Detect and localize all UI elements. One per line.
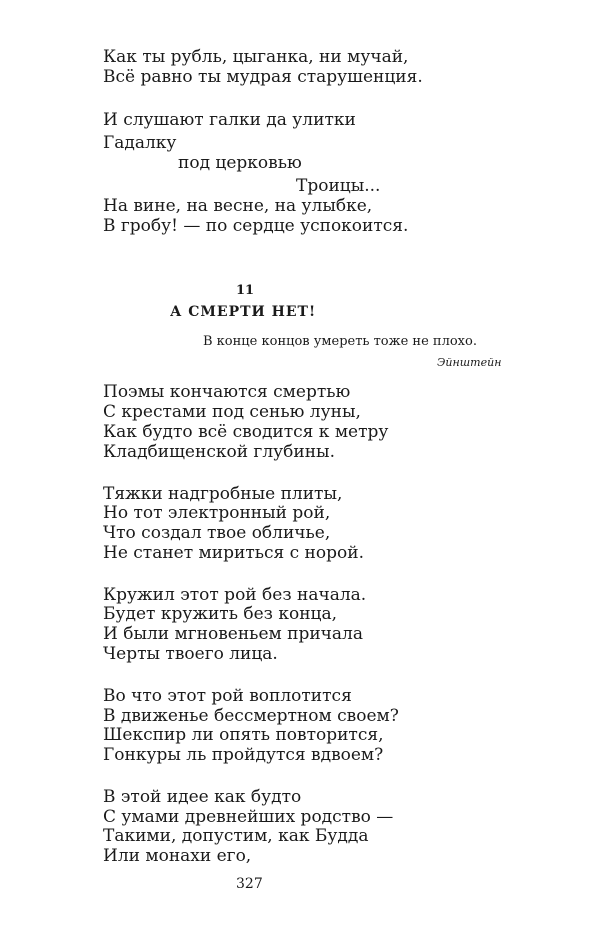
poem-line: Что создал твое обличье, [103, 523, 331, 543]
epigraph-text: В конце концов умереть тоже не плохо. [203, 334, 477, 349]
poem-line: Будет кружить без конца, [103, 604, 338, 624]
poem-line: В движенье бессмертном своем? [103, 706, 399, 726]
poem-line: Всё равно ты мудрая старушенция. [103, 67, 423, 87]
poem-line: Кружил этот рой без начала. [103, 585, 367, 605]
poem-line: Во что этот рой воплотится [103, 686, 352, 706]
poem-line: Как ты рубль, цыганка, ни мучай, [103, 47, 409, 67]
poem-line: С умами древнейших родство — [103, 807, 394, 827]
poem-line: Поэмы кончаются смертью [103, 382, 351, 402]
poem-line: И слушают галки да улитки [103, 110, 356, 130]
poem-line: Как будто всё сводится к метру [103, 422, 389, 442]
poem-line: В гробу! — по сердце успокоится. [103, 216, 409, 236]
epigraph-author: Эйнштейн [437, 356, 502, 369]
poem-line: Шекспир ли опять повторится, [103, 725, 384, 745]
poem-line: Гадалку [103, 133, 177, 153]
poem-line: Гонкуры ль пройдутся вдвоем? [103, 745, 384, 765]
poem-line: Черты твоего лица. [103, 644, 278, 664]
poem-line: Кладбищенской глубины. [103, 442, 335, 462]
poem-line: под церковью [178, 153, 302, 173]
poem-line: Тяжки надгробные плиты, [103, 484, 343, 504]
page-number: 327 [236, 876, 263, 892]
poem-line: С крестами под сенью луны, [103, 402, 361, 422]
poem-line: Троицы... [296, 176, 381, 196]
poem-line: Такими, допустим, как Будда [103, 826, 369, 846]
poem-line: На вине, на весне, на улыбке, [103, 196, 373, 216]
section-title: А СМЕРТИ НЕТ! [170, 304, 317, 320]
section-number: 11 [236, 283, 255, 298]
poem-line: Но тот электронный рой, [103, 503, 331, 523]
poem-line: И были мгновеньем причала [103, 624, 363, 644]
poem-line: Не станет мириться с норой. [103, 543, 364, 563]
poem-line: В этой идее как будто [103, 787, 302, 807]
poem-line: Или монахи его, [103, 846, 252, 866]
